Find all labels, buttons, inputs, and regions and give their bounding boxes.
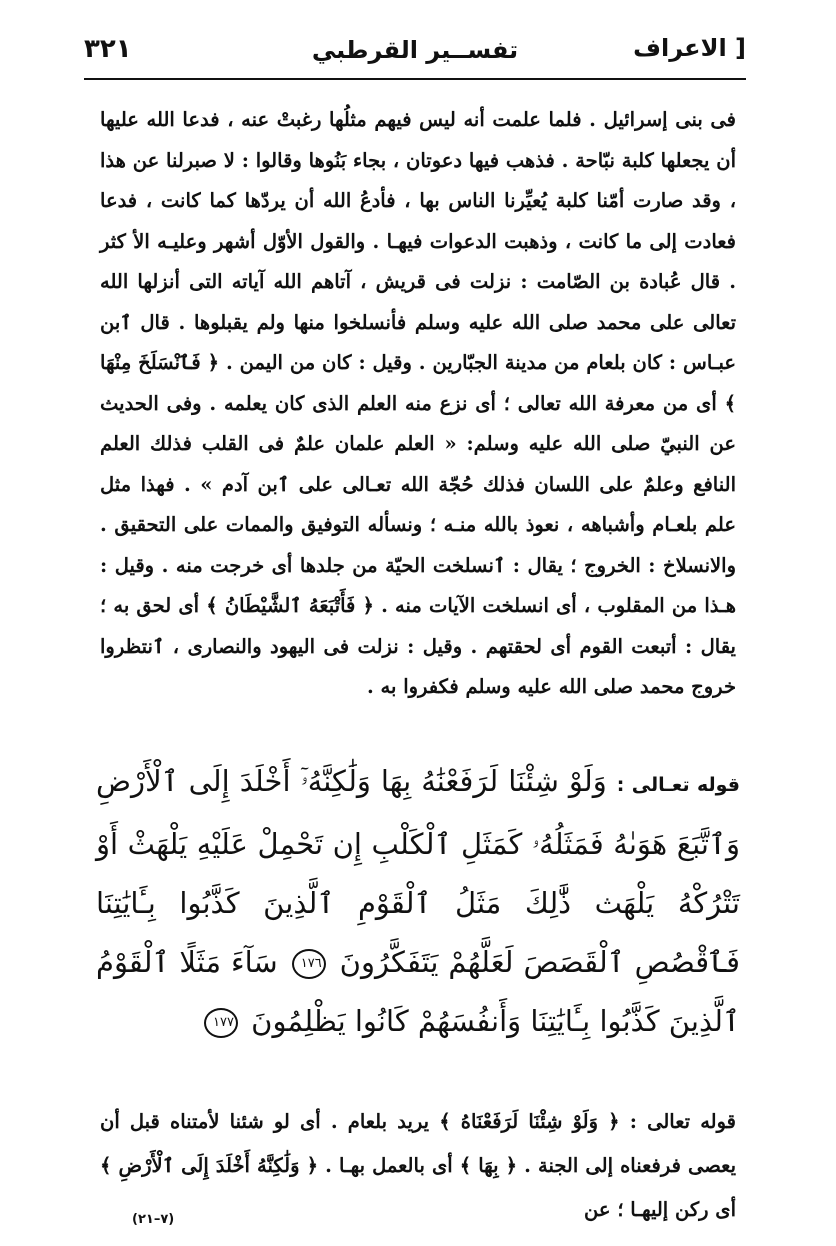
- verse-intro: قوله تعـالى :: [616, 774, 740, 796]
- quran-verses: [96, 752, 740, 1051]
- tafsir-block: [100, 1100, 736, 1232]
- page-header: [84, 30, 746, 76]
- page-number: ٣٢١: [84, 34, 132, 64]
- commentary-block: [100, 100, 736, 708]
- verse-176-text: وَلَوْ شِئْنَا لَرَفَعْنَٰهُ بِهَا وَلَٰكِنَّهُۥٓ أَخْلَدَ إِلَى ٱلْأَرْضِ وَٱتَّبَعَ هَوَىٰهُ فَمَثَلُهُۥ كَمَثَلِ ٱلْكَلْبِ إِن تَحْمِلْ عَلَيْهِ يَلْهَثْ أَوْ تَتْرُكْهُ يَلْهَث ذَّٰلِكَ مَثَلُ ٱلْقَوْمِ ٱلَّذِينَ كَذَّبُوا بِـَٔايَٰتِنَا فَٱقْصُصِ ٱلْقَصَصَ لَعَلَّهُمْ يَتَفَكَّرُونَ: [96, 764, 741, 979]
- printer-signature: (٧–٢١): [132, 1212, 175, 1227]
- commentary-paragraph: فى بنى إسرائيل . فلما علمت أنه ليس فيهم مثلُها رغبتْ عنه ، فدعا الله عليها أن يجعلها كلبة نبّاحة . فذهب فيها دعوتان ، بجاء بَنُوها وقالوا : لا صبرلنا عن هذا ، وقد صارت أمّنا كلبة يُعيِّرنا الناس بها ، فأدعُ الله أن يردّها كما كانت ، فدعا فعادت إلى ما كانت ، وذهبت الدعوات فيهـا . والقول الأوّل أشهر وعليـه الأ كثر . قال عُبادة بن الصّامت : نزلت فى قريش ، آتاهم الله آياته التى أنزلها الله تعالى على محمد صلى الله عليه وسلم فأنسلخوا منها ولم يقبلوها . قال ٱبن عبـاس : كان بلعام من مدينة الجبّارين . وقيل : كان من اليمن . ﴿ فَٱنْسَلَخَ مِنْهَا ﴾ أى من معرفة الله تعالى ؛ أى نزع منه العلم الذى كان يعلمه . وفى الحديث عن النبيّ صلى الله عليه وسلم: « العلم علمان علمٌ فى القلب فذلك العلم النافع وعلمٌ على اللسان فذلك حُجّة الله تعـالى على ٱبن آدم » . فهذا مثل علم بلعـام وأشباهه ، نعوذ بالله منـه ؛ ونسأله التوفيق والممات على التحقيق . والانسلاخ : الخروج ؛ يقال : ٱنسلخت الحيّة من جلدها أى خرجت منه . وقيل : هـذا من المقلوب ، أى انسلخت الآيات منه . ﴿ فَأَتْبَعَهُ ٱلشَّيْطَانُ ﴾ أى لحق به ؛ يقال : أتبعت القوم أى لحقتهم . وقيل : نزلت فى اليهود والنصارى ، ٱنتظروا خروج محمد صلى الله عليه وسلم فكفروا به .: [100, 108, 736, 698]
- chapter-title: [ الاعراف: [633, 34, 746, 62]
- header-rule: [84, 78, 746, 80]
- tafsir-paragraph: قوله تعالى : ﴿ وَلَوْ شِئْنَا لَرَفَعْنَاهُ ﴾ يريد بلعام . أى لو شئنا لأمتناه قبل أن يعصى فرفعناه إلى الجنة . ﴿ بِهَا ﴾ أى بالعمل بهـا . ﴿ وَلَٰكِنَّهُ أَخْلَدَ إِلَى ٱلْأَرْضِ ﴾ أى ركن إليهـا ؛ عن: [100, 1110, 736, 1221]
- verse-177-text: سَآءَ مَثَلًا ٱلْقَوْمُ ٱلَّذِينَ كَذَّبُوا بِـَٔايَٰتِنَا وَأَنفُسَهُمْ كَانُوا يَظْلِمُونَ: [96, 945, 740, 1038]
- verse-177-number: ١٧٧: [204, 1008, 238, 1038]
- book-title: تفســير القرطبي: [311, 36, 519, 64]
- verse-176-number: ١٧٦: [292, 949, 326, 979]
